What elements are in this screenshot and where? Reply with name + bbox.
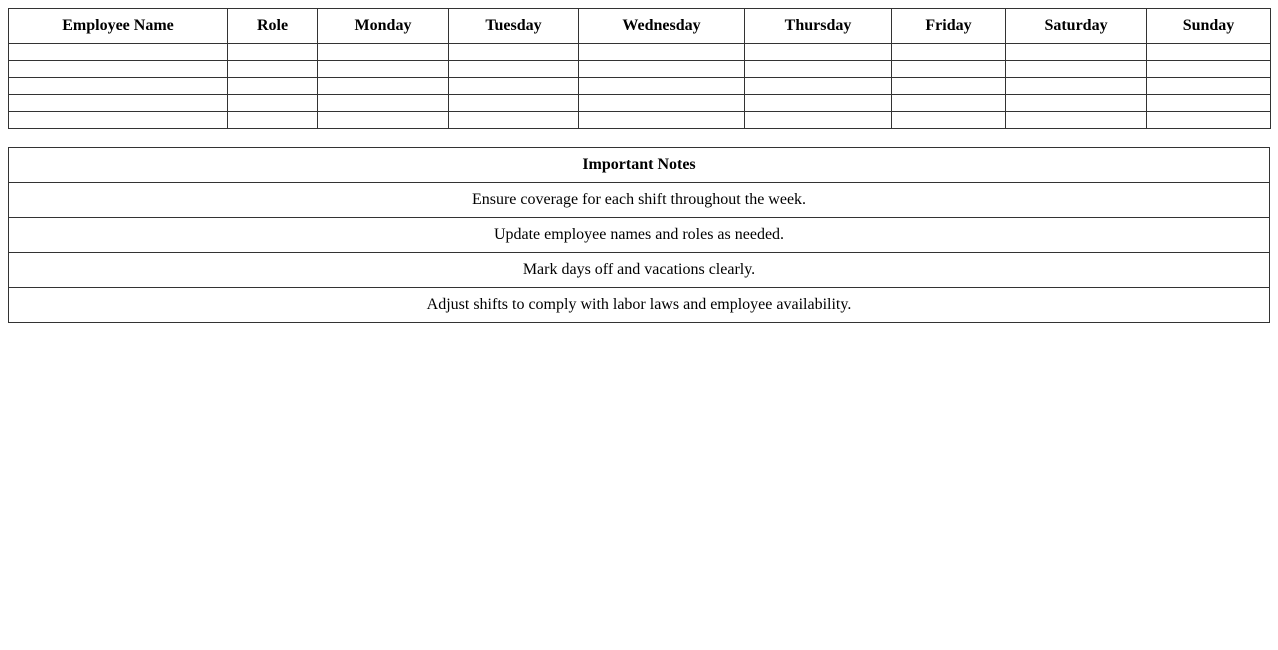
- schedule-cell[interactable]: [745, 95, 892, 112]
- schedule-cell[interactable]: [1006, 44, 1147, 61]
- schedule-cell[interactable]: [228, 44, 318, 61]
- header-role: Role: [228, 9, 318, 44]
- schedule-cell[interactable]: [892, 112, 1006, 129]
- notes-header-row: [9, 148, 1270, 183]
- note-row: [9, 218, 1270, 253]
- schedule-cell[interactable]: [892, 61, 1006, 78]
- schedule-cell[interactable]: [745, 44, 892, 61]
- schedule-cell[interactable]: [1147, 78, 1271, 95]
- header-tuesday: Tuesday: [449, 9, 579, 44]
- schedule-cell[interactable]: [745, 78, 892, 95]
- header-employee-name: Employee Name: [9, 9, 228, 44]
- schedule-cell[interactable]: [449, 44, 579, 61]
- schedule-cell[interactable]: [318, 112, 449, 129]
- header-wednesday: Wednesday: [579, 9, 745, 44]
- header-friday: Friday: [892, 9, 1006, 44]
- schedule-cell[interactable]: [9, 61, 228, 78]
- schedule-cell[interactable]: [318, 78, 449, 95]
- schedule-cell[interactable]: [579, 61, 745, 78]
- schedule-cell[interactable]: [579, 44, 745, 61]
- schedule-cell[interactable]: [9, 95, 228, 112]
- note-row: [9, 288, 1270, 323]
- schedule-row: [9, 61, 1271, 78]
- schedule-cell[interactable]: [892, 78, 1006, 95]
- note-row: [9, 253, 1270, 288]
- header-monday: Monday: [318, 9, 449, 44]
- schedule-cell[interactable]: [1147, 112, 1271, 129]
- schedule-cell[interactable]: [318, 61, 449, 78]
- schedule-cell[interactable]: [1147, 61, 1271, 78]
- schedule-cell[interactable]: [1147, 95, 1271, 112]
- schedule-cell[interactable]: [318, 44, 449, 61]
- schedule-cell[interactable]: [228, 78, 318, 95]
- schedule-cell[interactable]: [1006, 112, 1147, 129]
- schedule-cell[interactable]: [579, 112, 745, 129]
- schedule-cell[interactable]: [9, 112, 228, 129]
- schedule-cell[interactable]: [1006, 95, 1147, 112]
- schedule-row: [9, 112, 1271, 129]
- note-item: Mark days off and vacations clearly.: [9, 253, 1270, 288]
- schedule-cell[interactable]: [892, 44, 1006, 61]
- schedule-cell[interactable]: [449, 112, 579, 129]
- schedule-cell[interactable]: [228, 95, 318, 112]
- schedule-cell[interactable]: [579, 95, 745, 112]
- schedule-cell[interactable]: [579, 78, 745, 95]
- schedule-cell[interactable]: [745, 61, 892, 78]
- header-thursday: Thursday: [745, 9, 892, 44]
- note-item: Update employee names and roles as needed.: [9, 218, 1270, 253]
- schedule-cell[interactable]: [892, 95, 1006, 112]
- schedule-cell[interactable]: [449, 61, 579, 78]
- note-item: Adjust shifts to comply with labor laws and employee availability.: [9, 288, 1270, 323]
- notes-table: [8, 147, 1270, 323]
- schedule-cell[interactable]: [449, 78, 579, 95]
- header-saturday: Saturday: [1006, 9, 1147, 44]
- schedule-cell[interactable]: [228, 112, 318, 129]
- schedule-cell[interactable]: [449, 95, 579, 112]
- schedule-cell[interactable]: [1006, 61, 1147, 78]
- note-item: Ensure coverage for each shift throughout the week.: [9, 183, 1270, 218]
- schedule-cell[interactable]: [228, 61, 318, 78]
- schedule-cell[interactable]: [1006, 78, 1147, 95]
- schedule-row: [9, 44, 1271, 61]
- schedule-cell[interactable]: [745, 112, 892, 129]
- note-row: [9, 183, 1270, 218]
- notes-title: Important Notes: [9, 148, 1270, 183]
- schedule-cell[interactable]: [9, 44, 228, 61]
- header-sunday: Sunday: [1147, 9, 1271, 44]
- schedule-cell[interactable]: [9, 78, 228, 95]
- schedule-cell[interactable]: [318, 95, 449, 112]
- schedule-row: [9, 78, 1271, 95]
- schedule-header-row: [9, 9, 1271, 44]
- schedule-table: [8, 8, 1271, 129]
- schedule-row: [9, 95, 1271, 112]
- schedule-cell[interactable]: [1147, 44, 1271, 61]
